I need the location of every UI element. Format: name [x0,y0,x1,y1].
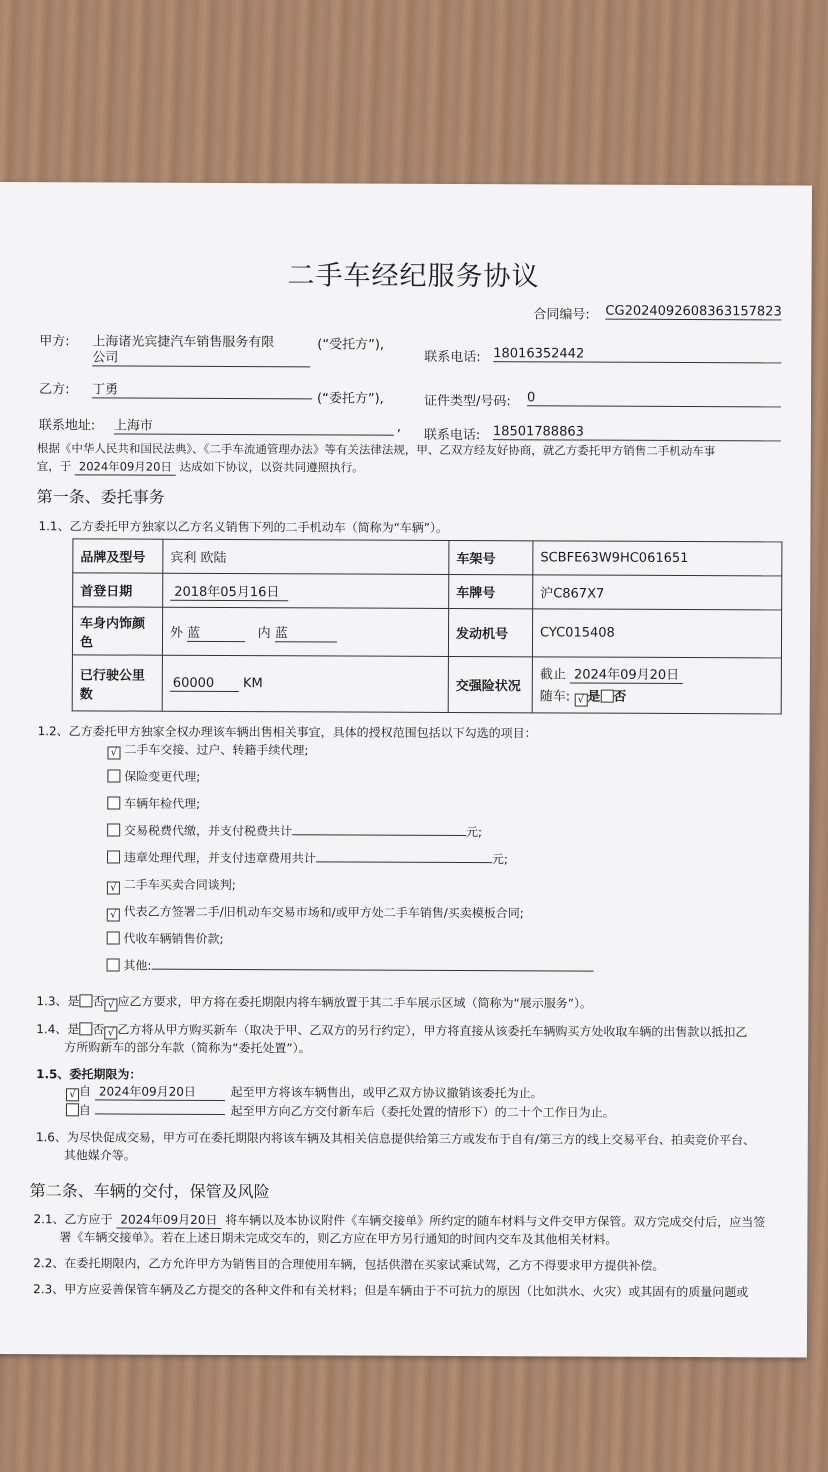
clause-1-4-no-checkbox[interactable]: √ [104,1026,117,1039]
article1-heading: 第一条、委托事务 [36,487,165,507]
party-a-label: 甲方: [39,334,70,350]
option-inspection: 车辆年检代理; [107,794,200,811]
option-tax-checkbox[interactable] [107,823,120,836]
party-a-name-line2: 公司 [92,346,310,367]
option-insurance: 保险变更代理; [107,767,200,784]
term-option-1-checkbox[interactable]: √ [66,1088,79,1101]
engine-value: CYC015408 [532,609,781,658]
vehicle-info-table [72,538,783,714]
option-sign-contract-checkbox[interactable]: √ [107,908,120,921]
clause-2-3: 2.3、甲方应妥善保管车辆及乙方提交的各种文件和有关材料；但是车辆由于不可抗力的原因（比如洪水、火灾）或其固有的质量问题或 [33,1282,749,1300]
clause-1-3-no-checkbox[interactable]: √ [104,998,117,1011]
party-a-phone-label: 联系电话: [424,349,481,366]
clause-1-5-label: 1.5、委托期限为： [36,1067,142,1082]
clause-1-6-line1: 1.6、为尽快促成交易，甲方可在委托期限内将该车辆及其相关信息提供给第三方或发布于自有/第三方的线上交易平台、拍卖竞价平台、 [35,1130,755,1148]
option-tax: 交易税费代缴，并支付税费共计 元; [107,821,482,840]
clause-2-1-line2: 署《车辆交接单》。若在上述日期未完成交车的，则乙方应在甲方另行通知的时间内交车及其他相关材料。 [59,1230,618,1247]
reg-date-label: 首登日期 [73,573,163,607]
contract-no: CG2024092608363157823 [605,303,782,320]
plate-label: 车牌号 [449,574,533,608]
party-b-id-value: 0 [527,390,781,407]
exterior-color: 蓝 [187,621,245,641]
clause-1-1: 1.1、乙方委托甲方独家以乙方名义销售下列的二手机动车（简称为“车辆”）。 [38,519,449,535]
option-other-checkbox[interactable] [107,958,120,971]
party-a-phone: 18016352442 [493,346,781,363]
option-sign-contract: √ 代表乙方签署二手/旧机动车交易市场和/或甲方处二手车销售/买卖模板合同; [107,902,524,923]
insurance-value: 截止 2024年09月20日 随车: √ 是 否 [532,657,781,714]
term-start-date: 2024年09月20日 [95,1082,225,1101]
insurance-no-checkbox[interactable] [600,690,613,703]
preamble-line1: 根据《中华人民共和国民法典》、《二手车流通管理办法》等有关法律法规，甲、乙双方经友好协商，就乙方委托甲方销售二手机动车事 [36,441,716,459]
color-label: 车身内饰颜 色 [72,607,162,655]
clause-1-4-line2: 方所购新车的部分车款（简称为“委托处置”）。 [64,1040,311,1056]
address-label: 联系地址: [38,418,96,434]
clause-1-4: 1.4、是 否 √ 乙方将从甲方购买新车（取决于甲、乙双方的另行约定），甲方将直接从该委托车辆购买方处收取车辆的出售款以抵扣乙 [36,1022,748,1040]
mileage-value: 60000 KM [162,655,448,712]
option-inspection-checkbox[interactable] [107,796,120,809]
clause-1-4-yes-checkbox[interactable] [79,1022,92,1035]
party-a-role: (“受托方”), [317,337,385,353]
option-violation-checkbox[interactable] [107,850,120,863]
party-b-role: (“委托方”), [317,391,384,407]
option-violation: 违章处理代理，并支付违章费用共计 元; [107,848,508,867]
preamble-date: 2024年09月20日 [75,458,176,475]
brand-label: 品牌及型号 [73,539,163,573]
brand-value: 宾利 欧陆 [163,539,449,574]
reg-date-value: 2018年05月16日 [170,580,288,601]
vin-value: SCBFE63W9HC061651 [533,541,782,576]
party-b-phone-label: 联系电话: [423,427,481,444]
insurance-deadline: 2024年09月20日 [570,663,683,683]
document-title: 二手车经纪服务协议 [287,260,540,293]
interior-color: 蓝 [275,622,337,642]
option-negotiation: √ 二手车买卖合同谈判; [107,875,236,895]
address-value: 上海市 [114,414,394,435]
mileage-label: 已行驶公里 数 [72,655,162,711]
term-option-1: √ 自 2024年09月20日 起至甲方将该车辆售出，或甲乙双方协议撤销该委托为止。 [66,1082,543,1103]
clause-2-1: 2.1、乙方应于 2024年09月20日 将车辆以及本协议附件《车辆交接单》所约定的随车材料与文件交甲方保管。双方完成交付后，应当签 [33,1212,766,1230]
clause-1-3: 1.3、是 否 √ 应乙方要求，甲方将在委托期限内将车辆放置于其二手车展示区域（简称为“展示服务”）。 [36,994,592,1011]
handover-date: 2024年09月20日 [116,1211,221,1229]
engine-label: 发动机号 [448,608,532,656]
vin-label: 车架号 [449,540,533,574]
party-a-name-line1: 上海诸光宾捷汽车销售服务有限 [92,334,275,351]
contract-page: 二手车经纪服务协议 合同编号: CG2024092608363157823 甲方: 上海诸光宾捷汽车销售服务有限 公司 (“受托方”), 联系电话: 18016352442 乙方: 丁勇 (“委托方”), 证件类型/号码: 0 联系地址: 上海市 , 联系电话: 18501788863 根据《中华人民共和国民法典》、《二手车流通管理办法》等有关法律法规，甲、乙双方经友好协商，就乙方委托甲方销售二手机动车事 宜，于 2024年09月20日 达成如下协议，以资共同遵照执行。 第一条、委托事务 1.1、乙方委托甲方独家以乙方名义销售下列的二手机动车（简称为“车辆”）。 品牌及型号 宾利 欧陆 车架号 SCBFE63W9HC061651 首登日期 2018年05月16日 车牌号 沪C867X7 车身内饰颜 色 外 蓝 内 蓝 发动机号 CYC015408 已行驶公里 数 60000 KM 交强险状况 截止 2024年09月20日 随车: √ 是 否 1.2、乙方委托甲方独家全权办理该车辆出售相关事宜，具体的授权范围包括以下勾选的项目： √ 二手车交接、过户、转籍手续代理; 保险变更代理; 车辆年检代理; 交易税费代缴，并支付税费共计 元; 违章处理代理，并支付违章费用共计 元; √ 二手车买卖合同谈判; √ 代表乙方签署二手/旧机动车交易市场和/或甲方处二手车销售/买卖模板合同; 代收车辆销售价款; 其他: 1.3、是 否 √ 应乙方要求，甲方将在委托期限内将车辆放置于其二手车展示区域（简称为“展示服务”）。 1.4、是 否 √ 乙方将从甲方购买新车（取决于甲、乙双方的另行约定），甲方将直接从该委托车辆购买方处收取车辆的出售款以抵扣乙 方所购新车的部分车款（简称为“委托处置”）。 1.5、委托期限为： √ 自 2024年09月20日 起至甲方将该车辆售出，或甲乙双方协议撤销该委托为止。 自 起至甲方向乙方交付新车后（委托处置的情形下）的二十个工作日为止。 1.6、为尽快促成交易，甲方可在委托期限内将该车辆及其相关信息提供给第三方或发布于自有/第三方的线上交易平台、拍卖竞价平台、 其他媒介等。 第二条、车辆的交付，保管及风险 2.1、乙方应于 2024年09月20日 将车辆以及本协议附件《车辆交接单》所约定的随车材料与文件交甲方保管。双方完成交付后，应当签 署《车辆交接单》。若在上述日期未完成交车的，则乙方应在甲方另行通知的时间内交车及其他相关材料。 2.2、在委托期限内，乙方允许甲方为销售目的合理使用车辆，包括供潜在买家试乘试驾，乙方不得要求甲方提供补偿。 2.3、甲方应妥善保管车辆及乙方提交的各种文件和有关材料；但是车辆由于不可抗力的原因（比如洪水、火灾）或其固有的质量问题或 [0,182,812,1358]
insurance-label: 交强险状况 [448,656,532,712]
clause-2-2: 2.2、在委托期限内，乙方允许甲方为销售目的合理使用车辆，包括供潜在买家试乘试驾，乙方不得要求甲方提供补偿。 [33,1256,665,1273]
option-other: 其他: [107,956,594,975]
option-transfer-checkbox[interactable]: √ [107,746,120,759]
option-negotiation-checkbox[interactable]: √ [107,881,120,894]
article2-heading: 第二条、车辆的交付，保管及风险 [29,1181,270,1202]
option-collect-payment-checkbox[interactable] [107,931,120,944]
preamble-line2: 宜，于 2024年09月20日 达成如下协议，以资共同遵照执行。 [36,459,364,475]
party-b-name: 丁勇 [92,378,312,399]
party-b-id-label: 证件类型/号码: [424,393,511,410]
clause-1-6-line2: 其他媒介等。 [63,1148,136,1163]
party-b-phone: 18501788863 [493,424,781,441]
insurance-yes-checkbox[interactable]: √ [574,694,587,707]
party-b-label: 乙方: [39,382,70,398]
option-insurance-checkbox[interactable] [107,769,120,782]
term-option-2-checkbox[interactable] [66,1103,79,1116]
contract-no-label: 合同编号: [533,307,590,323]
option-transfer: √ 二手车交接、过户、转籍手续代理; [107,740,308,760]
option-collect-payment: 代收车辆销售价款; [107,929,224,947]
clause-1-2: 1.2、乙方委托甲方独家全权办理该车辆出售相关事宜，具体的授权范围包括以下勾选的项目： [37,724,537,741]
term-option-2: 自 起至甲方向乙方交付新车后（委托处置的情形下）的二十个工作日为止。 [66,1101,615,1120]
clause-1-3-yes-checkbox[interactable] [79,994,92,1007]
plate-value: 沪C867X7 [533,575,782,610]
color-value: 外 蓝 内 蓝 [162,607,448,656]
